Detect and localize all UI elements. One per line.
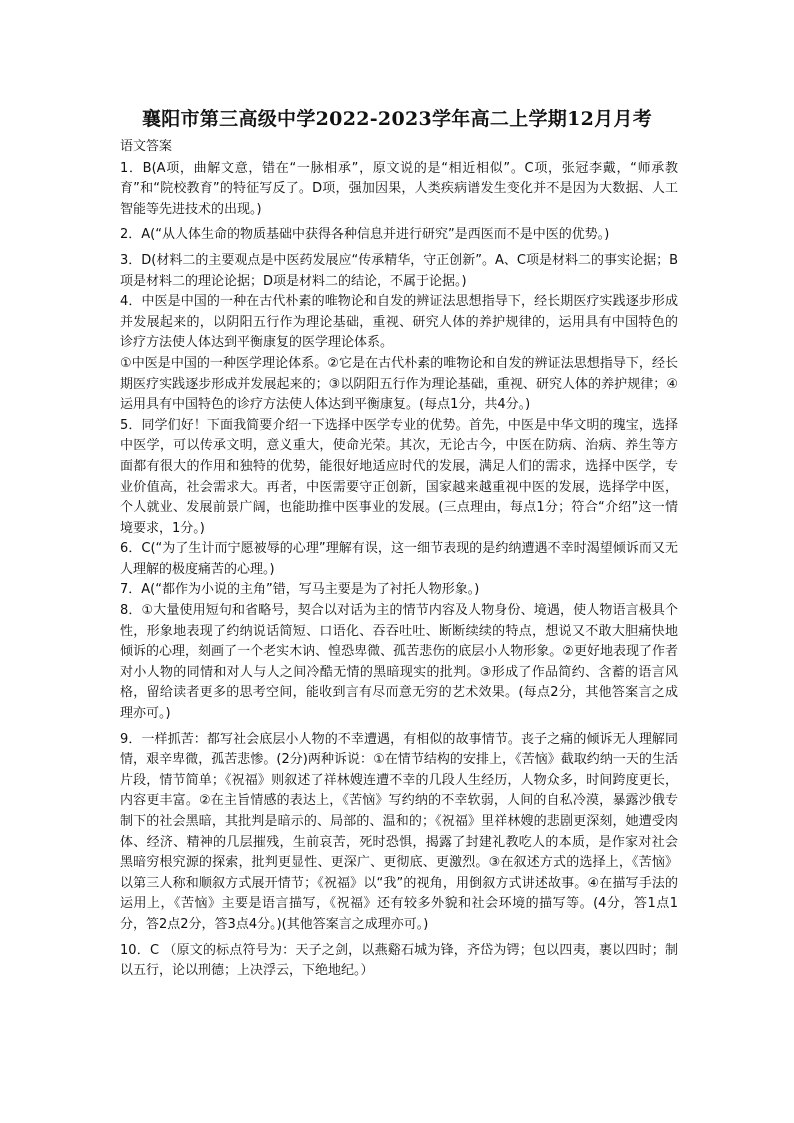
answer-paragraph-3: 3．D(材料二的主要观点是中医药发展应“传承精华，守正创新”。A、C项是材料二的事实论据；B项是材料二的理论论据；D项是材料二的结论，不属于论据。)	[120, 252, 678, 289]
document-title: 襄阳市第三高级中学2022-2023学年高二上学期12月月考	[141, 108, 653, 130]
answer-paragraph-7: 7．A(“都作为小说的主角”错，写马主要是为了衬托人物形象。)	[120, 582, 480, 598]
answer-paragraph-8: 8．①大量使用短句和省略号，契合以对话为主的情节内容及人物身份、境遇，使人物语言极具个性，形象地表现了约纳说话简短、口语化、吞吞吐吐、断断续续的特点，想说又不敢大胆痛快地倾诉的心理，刻画了一个老实木讷、惶恐卑微、孤苦悲伤的底层小人物形象。②更好地表现了作者对小人物的同情和对人与人之间冷酷无情的黑暗现实的批判。③形成了作品简约、含蓄的语言风格，留给读者更多的思考空间，能收到言有尽而意无穷的艺术效果。(每点2分，其他答案言之成理亦可。)	[120, 603, 678, 722]
answer-paragraph-4: 4．中医是中国的一种在古代朴素的唯物论和自发的辨证法思想指导下，经长期医疗实践逐步形成并发展起来的，以阴阳五行作为理论基础，重视、研究人体的养护规律的，运用具有中国特色的诊疗方法使人体达到平衡康复的医学理论体系。	[120, 294, 678, 351]
answer-paragraph-9: 9．一样抓苦：都写社会底层小人物的不幸遭遇，有相似的故事情节。丧子之痛的倾诉无人理解同情，艰辛卑微，孤苦悲惨。(2分)两种诉说：①在情节结构的安排上，《苦恼》截取约纳一天的生活片段，情节简单；《祝福》则叙述了祥林嫂连遭不幸的几段人生经历，人物众多，时间跨度更长，内容更丰富。②在主旨情感的表达上，《苦恼》写约纳的不幸软弱，人间的自私冷漠，暴露沙俄专制下的社会黑暗，其批判是暗示的、局部的、温和的；《祝福》里祥林嫂的悲剧更深刻，她遭受肉体、经济、精神的几层摧残，生前哀苦，死时恐惧，揭露了封建礼教吃人的本质，是作家对社会黑暗穷根究源的探索，批判更显性、更深广、更彻底、更激烈。③在叙述方式的选择上，《苦恼》以第三人称和顺叙方式展开情节；《祝福》以“我”的视角，用倒叙方式讲述故事。④在描写手法的运用上，《苦恼》主要是语言描写，《祝福》还有较多外貌和社会环境的描写等。(4分，答1点1分，答2点2分，答3点4分。)(其他答案言之成理亦可。)	[120, 731, 678, 932]
section-subtitle: 语文答案	[120, 139, 173, 154]
answer-paragraph-5: 5．同学们好！下面我简要介绍一下选择中医学专业的优势。首先，中医是中华文明的瑰宝，选择中医学，可以传承文明，意义重大，使命光荣。其次，无论古今，中医在防病、治病、养生等方面都有很大的作用和独特的优势，能很好地适应时代的发展，满足人们的需求，选择中医学，专业价值高，社会需求大。再者，中医需要守正创新，国家越来越重视中医的发展，选择学中医，个人就业、发展前景广阔，也能助推中医事业的发展。(三点理由，每点1分；符合“介绍”这一情境要求，1分。)	[120, 417, 678, 536]
answer-paragraph-1: 1．B(A项，曲解文意，错在“一脉相承”，原文说的是“相近相似”。C项，张冠李戴，“师承教育”和“院校教育”的特征写反了。D项，强加因果，人类疾病谱发生变化并不是因为大数据、人工智能等先进技术的出现。)	[120, 160, 678, 217]
answer-body	[120, 137, 678, 982]
answer-paragraph-10: 10．C （原文的标点符号为：天子之剑，以燕谿石城为锋，齐岱为锷；包以四夷，裹以四时；制以五行，论以刑德；上决浮云，下绝地纪。）	[120, 942, 678, 979]
answer-paragraph-4-points: ①中医是中国的一种医学理论体系。②它是在古代朴素的唯物论和自发的辨证法思想指导下，经长期医疗实践逐步形成并发展起来的；③以阴阳五行作为理论基础，重视、研究人体的养护规律；④运用具有中国特色的诊疗方法使人体达到平衡康复。(每点1分，共4分。)	[120, 355, 678, 413]
answer-paragraph-6: 6．C(“为了生计而宁愿被辱的心理”理解有误，这一细节表现的是约纳遭遇不幸时渴望倾诉而又无人理解的极度痛苦的心理。)	[120, 541, 678, 577]
answer-paragraph-2: 2．A(“从人体生命的物质基础中获得各种信息并进行研究”是西医而不是中医的优势。)	[120, 227, 610, 243]
